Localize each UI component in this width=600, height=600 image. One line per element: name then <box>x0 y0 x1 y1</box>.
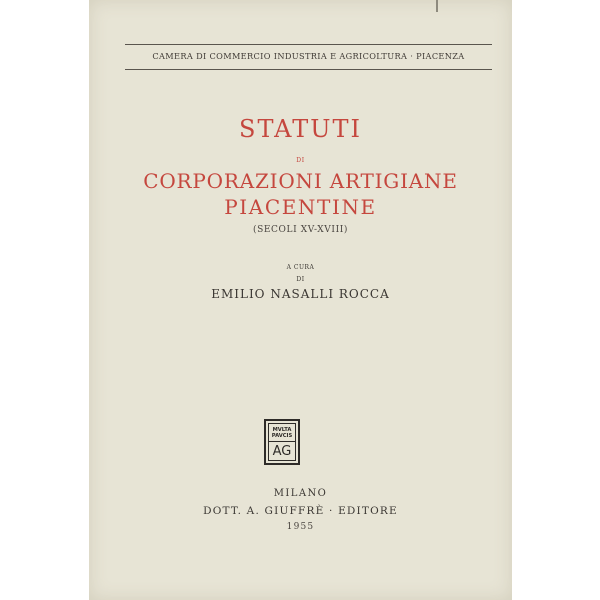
publisher-motto-line2: PAVCIS <box>271 432 293 439</box>
imprint-city: MILANO <box>273 488 328 499</box>
header-rule-top <box>125 44 492 45</box>
imprint-publisher: DOTT. A. GIUFFRÈ · EDITORE <box>203 505 398 517</box>
publisher-logo <box>264 419 300 465</box>
editor-credit-di: DI <box>296 276 305 283</box>
editor-credit-a-cura: A CURA <box>286 264 315 271</box>
imprint-year: 1955 <box>286 522 315 532</box>
title-subtitle-centuries: (SECOLI XV-XVIII) <box>253 225 348 235</box>
title-piacentine: PIACENTINE <box>224 195 377 219</box>
publisher-monogram: AG <box>272 443 292 459</box>
title-statuti: STATUTI <box>239 115 362 143</box>
header-rule-bottom <box>125 69 492 70</box>
editor-name: EMILIO NASALLI ROCCA <box>211 287 390 301</box>
title-corporazioni: CORPORAZIONI ARTIGIANE <box>143 169 458 193</box>
title-connector-di: DI <box>296 157 305 164</box>
publisher-motto <box>269 424 295 442</box>
institution-header: CAMERA DI COMMERCIO INDUSTRIA E AGRICOLTURA · PIACENZA <box>152 51 465 61</box>
publisher-logo-frame <box>268 423 296 461</box>
publisher-motto-line1: MVLTA <box>272 426 292 433</box>
book-title-page <box>89 0 512 600</box>
page-edge-mark <box>436 0 438 12</box>
